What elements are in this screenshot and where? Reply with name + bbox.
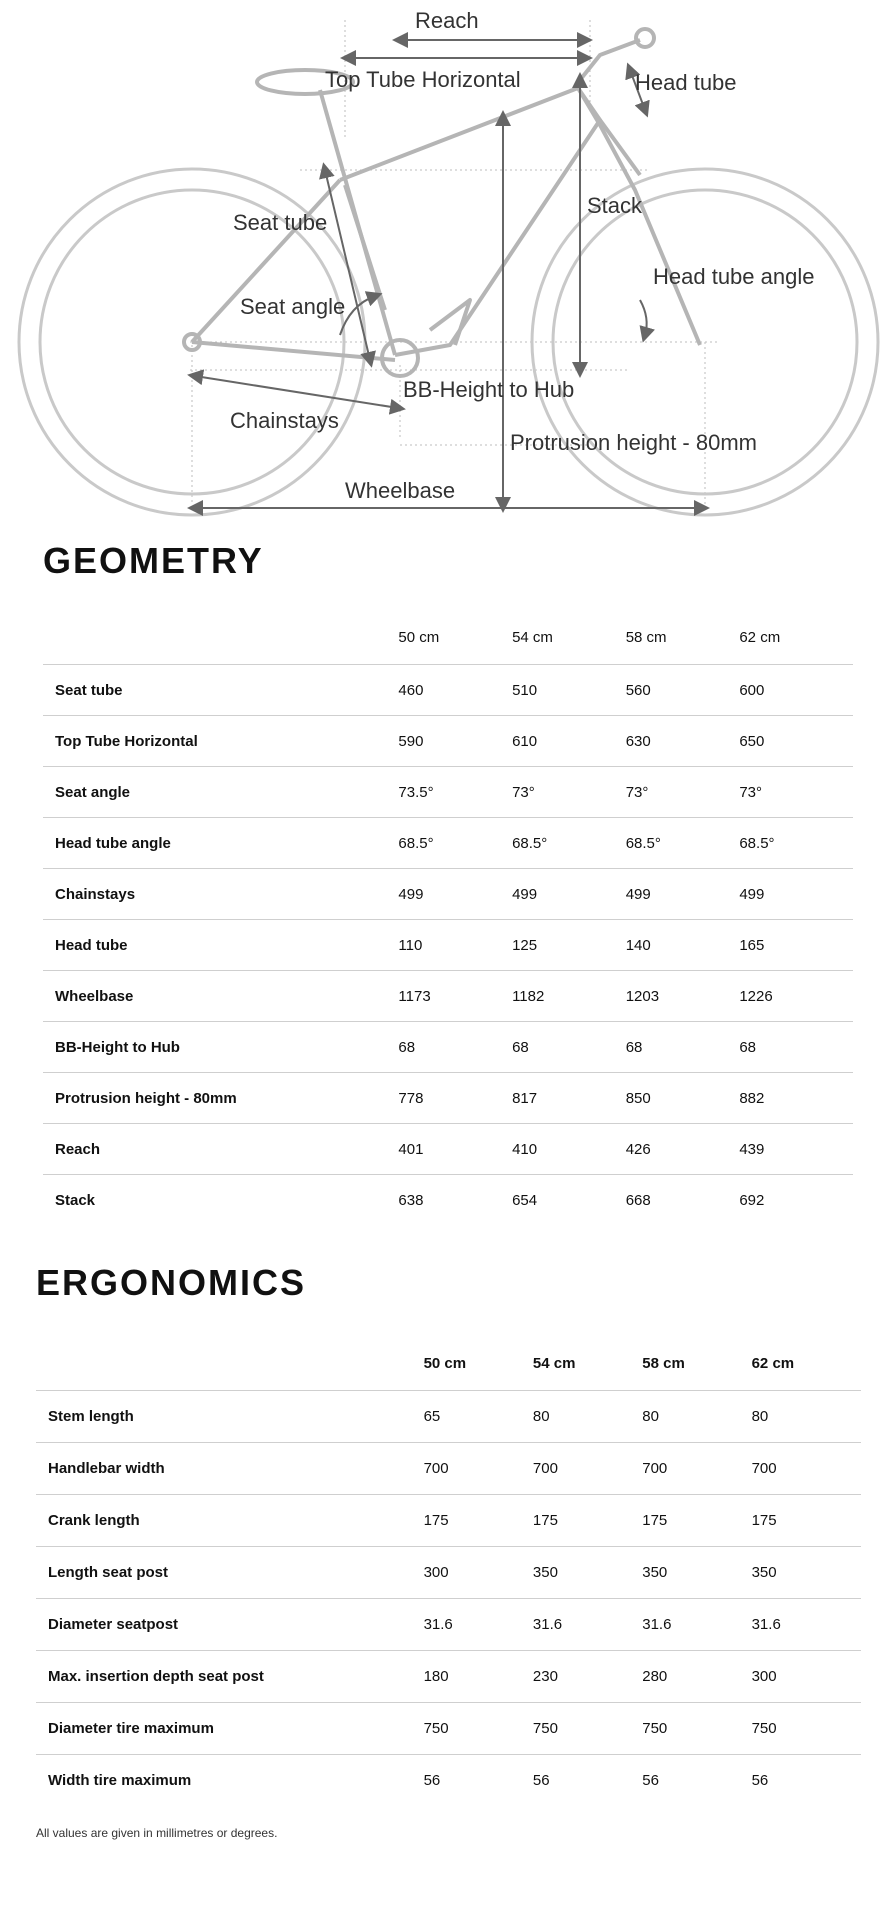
size-header: 50 cm [424, 1336, 533, 1391]
diagram-label-wheelbase: Wheelbase [345, 478, 456, 503]
cell-value: 668 [625, 1191, 651, 1209]
row-label: Handlebar width [36, 1443, 424, 1495]
cell-value: 700 [752, 1443, 861, 1495]
ergonomics-title: ERGONOMICS [36, 1262, 307, 1303]
cell-value: 638 [398, 1191, 424, 1209]
row-label: BB-Height to Hub [43, 1022, 398, 1073]
cell-value: 850 [626, 1073, 740, 1124]
row-label: Seat tube [43, 665, 398, 716]
cell-value: 175 [533, 1495, 642, 1547]
table-row [43, 767, 853, 818]
cell-value: 590 [398, 716, 512, 767]
cell-value: 56 [642, 1772, 659, 1789]
table-row [43, 971, 853, 1022]
footnote: All values are given in millimetres or degrees. [36, 1826, 278, 1840]
cell-value: 410 [512, 1124, 626, 1175]
cell-value: 700 [533, 1443, 642, 1495]
cell-value: 31.6 [752, 1599, 861, 1651]
row-label: Stack [55, 1191, 96, 1209]
diagram-label-protrusion: Protrusion height - 80mm [510, 430, 757, 455]
cell-value: 56 [423, 1772, 441, 1789]
row-label: Head tube [43, 920, 398, 971]
cell-value: 610 [512, 716, 626, 767]
cell-value: 510 [512, 665, 626, 716]
cell-value: 73.5° [398, 767, 512, 818]
size-header: 58 cm [642, 1336, 751, 1391]
table-row [36, 1651, 861, 1703]
cell-value: 80 [642, 1391, 751, 1443]
table-row [36, 1443, 861, 1495]
cell-value: 110 [398, 920, 512, 971]
table-row [43, 1124, 853, 1175]
cell-value: 31.6 [533, 1599, 642, 1651]
cell-value: 31.6 [424, 1599, 533, 1651]
cell-value: 230 [533, 1651, 642, 1703]
cell-value: 499 [512, 869, 626, 920]
header-blank [43, 610, 398, 665]
cell-value: 499 [739, 869, 853, 920]
size-header: 58 cm [626, 610, 740, 665]
table-row [43, 1022, 853, 1073]
geometry-table [43, 610, 853, 1225]
cell-value: 700 [424, 1443, 533, 1495]
ergonomics-table [36, 1336, 861, 1806]
table-row [43, 869, 853, 920]
cell-value: 1182 [512, 971, 626, 1022]
diagram-label-top-tube: Top Tube Horizontal [325, 67, 521, 92]
diagram-label-chainstays: Chainstays [230, 408, 339, 433]
diagram-label-stack: Stack [587, 193, 643, 218]
row-label: Stem length [36, 1391, 424, 1443]
cell-value: 300 [424, 1547, 533, 1599]
row-label: Seat angle [43, 767, 398, 818]
size-header: 50 cm [398, 610, 512, 665]
cell-value: 300 [752, 1651, 861, 1703]
table-row [36, 1547, 861, 1599]
cell-value: 73° [739, 767, 853, 818]
cell-value: 125 [512, 920, 626, 971]
row-label: Width tire maximum [48, 1772, 192, 1789]
cell-value: 439 [739, 1124, 853, 1175]
cell-value: 73° [512, 767, 626, 818]
cell-value: 1226 [739, 971, 853, 1022]
cell-value: 350 [533, 1547, 642, 1599]
cell-value: 73° [626, 767, 740, 818]
diagram-label-head-tube: Head tube [635, 70, 737, 95]
geometry-diagram [0, 0, 895, 520]
diagram-label-seat-tube: Seat tube [233, 210, 328, 235]
row-label: Wheelbase [43, 971, 398, 1022]
row-label: Top Tube Horizontal [43, 716, 398, 767]
row-label: Chainstays [43, 869, 398, 920]
cell-value: 68.5° [512, 818, 626, 869]
table-row [43, 920, 853, 971]
geometry-header-row [43, 610, 853, 665]
cell-value: 499 [626, 869, 740, 920]
row-label: Diameter tire maximum [36, 1703, 424, 1755]
cell-value: 817 [512, 1073, 626, 1124]
cell-value: 68 [398, 1022, 512, 1073]
cell-value: 175 [424, 1495, 533, 1547]
cell-value: 499 [398, 869, 512, 920]
cell-value: 600 [739, 665, 853, 716]
cell-value: 56 [751, 1772, 769, 1789]
cell-value: 750 [642, 1703, 751, 1755]
geometry-title: GEOMETRY [43, 540, 264, 581]
cell-value: 280 [642, 1651, 751, 1703]
cell-value: 700 [642, 1443, 751, 1495]
cell-value: 560 [626, 665, 740, 716]
cell-value: 1203 [626, 971, 740, 1022]
row-label: Length seat post [36, 1547, 424, 1599]
row-label: Diameter seatpost [36, 1599, 424, 1651]
table-row [43, 818, 853, 869]
cell-value: 426 [626, 1124, 740, 1175]
cell-value: 140 [626, 920, 740, 971]
cell-value: 80 [752, 1391, 861, 1443]
cell-value: 882 [739, 1073, 853, 1124]
cell-value: 778 [398, 1073, 512, 1124]
cell-value: 80 [533, 1391, 642, 1443]
table-row [43, 665, 853, 716]
diagram-label-seat-angle: Seat angle [240, 294, 346, 319]
cell-value: 460 [398, 665, 512, 716]
table-row [43, 716, 853, 767]
size-header: 62 cm [752, 1336, 861, 1391]
table-row [36, 1599, 861, 1651]
cell-value: 68 [512, 1022, 626, 1073]
row-label: Max. insertion depth seat post [36, 1651, 424, 1703]
cell-value: 68.5° [398, 818, 512, 869]
diagram-label-bb-height: BB-Height to Hub [403, 377, 575, 402]
cell-value: 68 [626, 1022, 740, 1073]
table-row [43, 1175, 853, 1226]
cell-value: 350 [642, 1547, 751, 1599]
cell-value: 175 [752, 1495, 861, 1547]
diagram-label-reach: Reach [415, 8, 479, 33]
diagram-label-head-tube-angle: Head tube angle [653, 264, 815, 289]
table-row [43, 1073, 853, 1124]
cell-value: 68.5° [626, 818, 740, 869]
table-row [36, 1495, 861, 1547]
row-label: Protrusion height - 80mm [43, 1073, 398, 1124]
table-row [36, 1755, 861, 1807]
cell-value: 56 [532, 1772, 550, 1789]
table-row [36, 1703, 861, 1755]
cell-value: 401 [398, 1124, 512, 1175]
header-blank [36, 1336, 424, 1391]
cell-value: 165 [739, 920, 853, 971]
cell-value: 68.5° [739, 818, 853, 869]
cell-value: 750 [752, 1703, 861, 1755]
table-row [36, 1391, 861, 1443]
cell-value: 350 [752, 1547, 861, 1599]
cell-value: 650 [739, 716, 853, 767]
cell-value: 654 [512, 1191, 538, 1209]
size-header: 54 cm [512, 610, 626, 665]
cell-value: 31.6 [642, 1599, 751, 1651]
row-label: Reach [43, 1124, 398, 1175]
cell-value: 65 [424, 1391, 533, 1443]
size-header: 62 cm [739, 610, 853, 665]
row-label: Head tube angle [43, 818, 398, 869]
cell-value: 692 [739, 1191, 765, 1209]
cell-value: 750 [533, 1703, 642, 1755]
cell-value: 68 [739, 1022, 853, 1073]
cell-value: 630 [626, 716, 740, 767]
cell-value: 1173 [398, 971, 512, 1022]
ergonomics-header-row [36, 1336, 861, 1391]
cell-value: 175 [642, 1495, 751, 1547]
row-label: Crank length [36, 1495, 424, 1547]
cell-value: 180 [424, 1651, 533, 1703]
cell-value: 750 [424, 1703, 533, 1755]
size-header: 54 cm [533, 1336, 642, 1391]
